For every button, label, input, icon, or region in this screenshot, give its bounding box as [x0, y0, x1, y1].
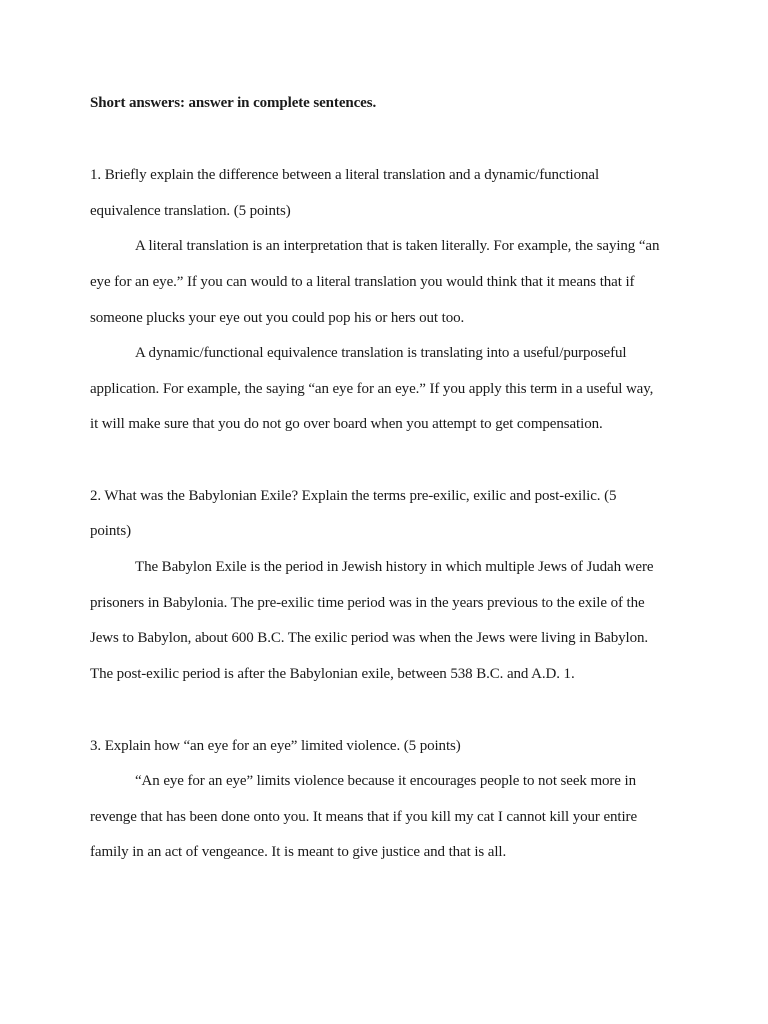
answer-2-line-4: The post-exilic period is after the Babylonian exile, between 538 B.C. and A.D. 1.	[90, 666, 575, 682]
answer-1-paragraph-1-line-2: eye for an eye.” If you can would to a literal translation you would think that it means that if	[90, 274, 635, 290]
answer-3-line-2: revenge that has been done onto you. It means that if you kill my cat I cannot kill your entire	[90, 809, 638, 825]
question-3-line-1: 3. Explain how “an eye for an eye” limited violence. (5 points)	[90, 738, 461, 754]
question-1-line-1: 1. Briefly explain the difference between a literal translation and a dynamic/functional	[90, 167, 600, 183]
answer-2-line-2: prisoners in Babylonia. The pre-exilic time period was in the years previous to the exile of the	[90, 595, 645, 611]
answer-2-line-1: The Babylon Exile is the period in Jewish history in which multiple Jews of Judah were	[135, 559, 654, 575]
answer-1-paragraph-2-line-1: A dynamic/functional equivalence translation is translating into a useful/purposeful	[135, 345, 627, 361]
answer-2-line-3: Jews to Babylon, about 600 B.C. The exilic period was when the Jews were living in Babylon.	[90, 630, 649, 646]
question-2-line-2: points)	[90, 523, 131, 539]
question-2-line-1: 2. What was the Babylonian Exile? Explain the terms pre-exilic, exilic and post-exilic. (5	[90, 488, 617, 504]
answer-1-paragraph-1-line-1: A literal translation is an interpretation that is taken literally. For example, the saying “an	[135, 238, 660, 254]
answer-1-paragraph-2-line-3: it will make sure that you do not go over board when you attempt to get compensation.	[90, 416, 603, 432]
answer-1-paragraph-2-line-2: application. For example, the saying “an eye for an eye.” If you apply this term in a useful way,	[90, 381, 654, 397]
answer-3-line-1: “An eye for an eye” limits violence because it encourages people to not seek more in	[135, 773, 636, 789]
answer-3-line-3: family in an act of vengeance. It is meant to give justice and that is all.	[90, 844, 507, 860]
page-heading: Short answers: answer in complete sentences.	[90, 95, 377, 111]
question-1-line-2: equivalence translation. (5 points)	[90, 203, 291, 219]
answer-1-paragraph-1-line-3: someone plucks your eye out you could pop his or hers out too.	[90, 310, 465, 326]
